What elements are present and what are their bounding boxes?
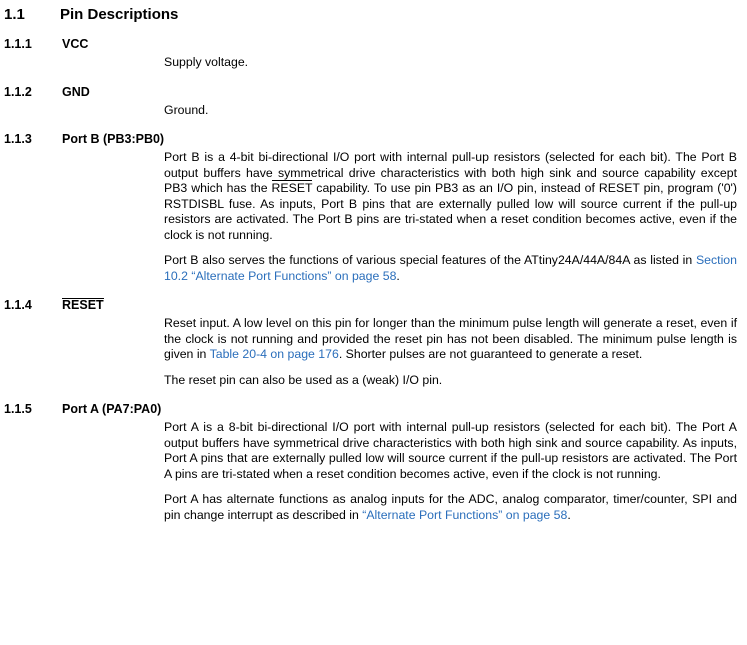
cross-reference-link[interactable]: “Alternate Port Functions” on page 58	[362, 507, 568, 522]
subsection-port-b	[0, 132, 747, 284]
paragraph-text-pre: Reset input. A low level on this pin for longer than the minimum pulse length will generate a reset, even if the clock is not running and provided the reset pin has not been disabled. The minimum pulse length is given in	[164, 316, 737, 362]
subsection-gnd	[0, 85, 747, 119]
section-heading	[0, 6, 747, 23]
paragraph-text-pre: Port B also serves the functions of various special features of the ATtiny24A/44A/84A as listed in	[164, 253, 696, 267]
subsection-body	[164, 420, 737, 523]
paragraph	[164, 253, 737, 284]
subsection-port-a	[0, 402, 747, 523]
section-number: 1.1	[4, 6, 25, 23]
paragraph	[164, 316, 737, 363]
subsection-body	[164, 103, 737, 119]
subsection-number: 1.1.1	[4, 37, 32, 51]
paragraph: The reset pin can also be used as a (weak) I/O pin.	[164, 372, 443, 387]
subsection-title: Port B (PB3:PB0)	[62, 132, 165, 146]
subsection-body	[164, 55, 737, 71]
paragraph-text-post: capability. To use pin PB3 as an I/O pin, instead of RESET pin, program ('0') RSTDISBL fuse. As inputs, Port B pins that are externally pulled low will source current if the pull-up resistors are activated. The Port B pins are tri-stated when a reset condition becomes active, even if the clock is not running.	[164, 181, 737, 242]
paragraph	[164, 492, 737, 523]
cross-reference-link[interactable]: Section 10.2 “Alternate Port Functions” on page 58	[164, 253, 737, 283]
reset-overline-text: RESET	[271, 181, 313, 195]
subsection-heading	[4, 132, 747, 146]
paragraph-text-post: . Shorter pulses are not guaranteed to generate a reset.	[338, 347, 643, 362]
subsection-title: VCC	[62, 37, 89, 51]
paragraph: Port A is a 8-bit bi-directional I/O port with internal pull-up resistors (selected for each bit). The Port A output buffers have symmetrical drive characteristics with both high sink and source capability. As inputs, Port A pins that are externally pulled low will source current if the pull-up resistors are activated. The Port A pins are tri-stated when a reset condition becomes active, even if the clock is not running.	[164, 420, 737, 481]
paragraph: Supply voltage.	[164, 55, 249, 69]
document-page	[0, 6, 747, 645]
subsection-number: 1.1.2	[4, 84, 32, 99]
subsection-number: 1.1.5	[4, 402, 32, 417]
subsection-title: Port A (PA7:PA0)	[62, 402, 162, 417]
subsection-reset	[0, 298, 747, 388]
paragraph-text-post: .	[567, 507, 571, 522]
subsection-heading	[4, 298, 747, 312]
paragraph-text-post: .	[396, 268, 400, 283]
subsection-body	[164, 316, 737, 388]
subsection-heading	[4, 85, 747, 99]
subsection-title: GND	[62, 84, 90, 99]
paragraph: Ground.	[164, 102, 209, 117]
section-title: Pin Descriptions	[60, 6, 179, 23]
subsection-vcc	[0, 37, 747, 71]
subsection-title: RESET	[62, 298, 104, 312]
subsection-body	[164, 150, 737, 284]
paragraph-text-pre: Port B is a 4-bit bi-directional I/O port with internal pull-up resistors (selected for each bit). The Port B output buffers have symmetrical drive characteristics with both high sink and source capability except PB3 which has the	[164, 150, 737, 195]
paragraph	[164, 150, 737, 243]
paragraph-text-pre: Port A has alternate functions as analog inputs for the ADC, analog comparator, timer/counter, SPI and pin change interrupt as described in	[164, 492, 737, 522]
subsection-heading	[4, 37, 747, 51]
subsection-number: 1.1.4	[4, 298, 32, 312]
cross-reference-link[interactable]: Table 20-4 on page 176	[209, 347, 339, 362]
subsection-number: 1.1.3	[4, 132, 32, 146]
subsection-heading	[4, 402, 747, 416]
